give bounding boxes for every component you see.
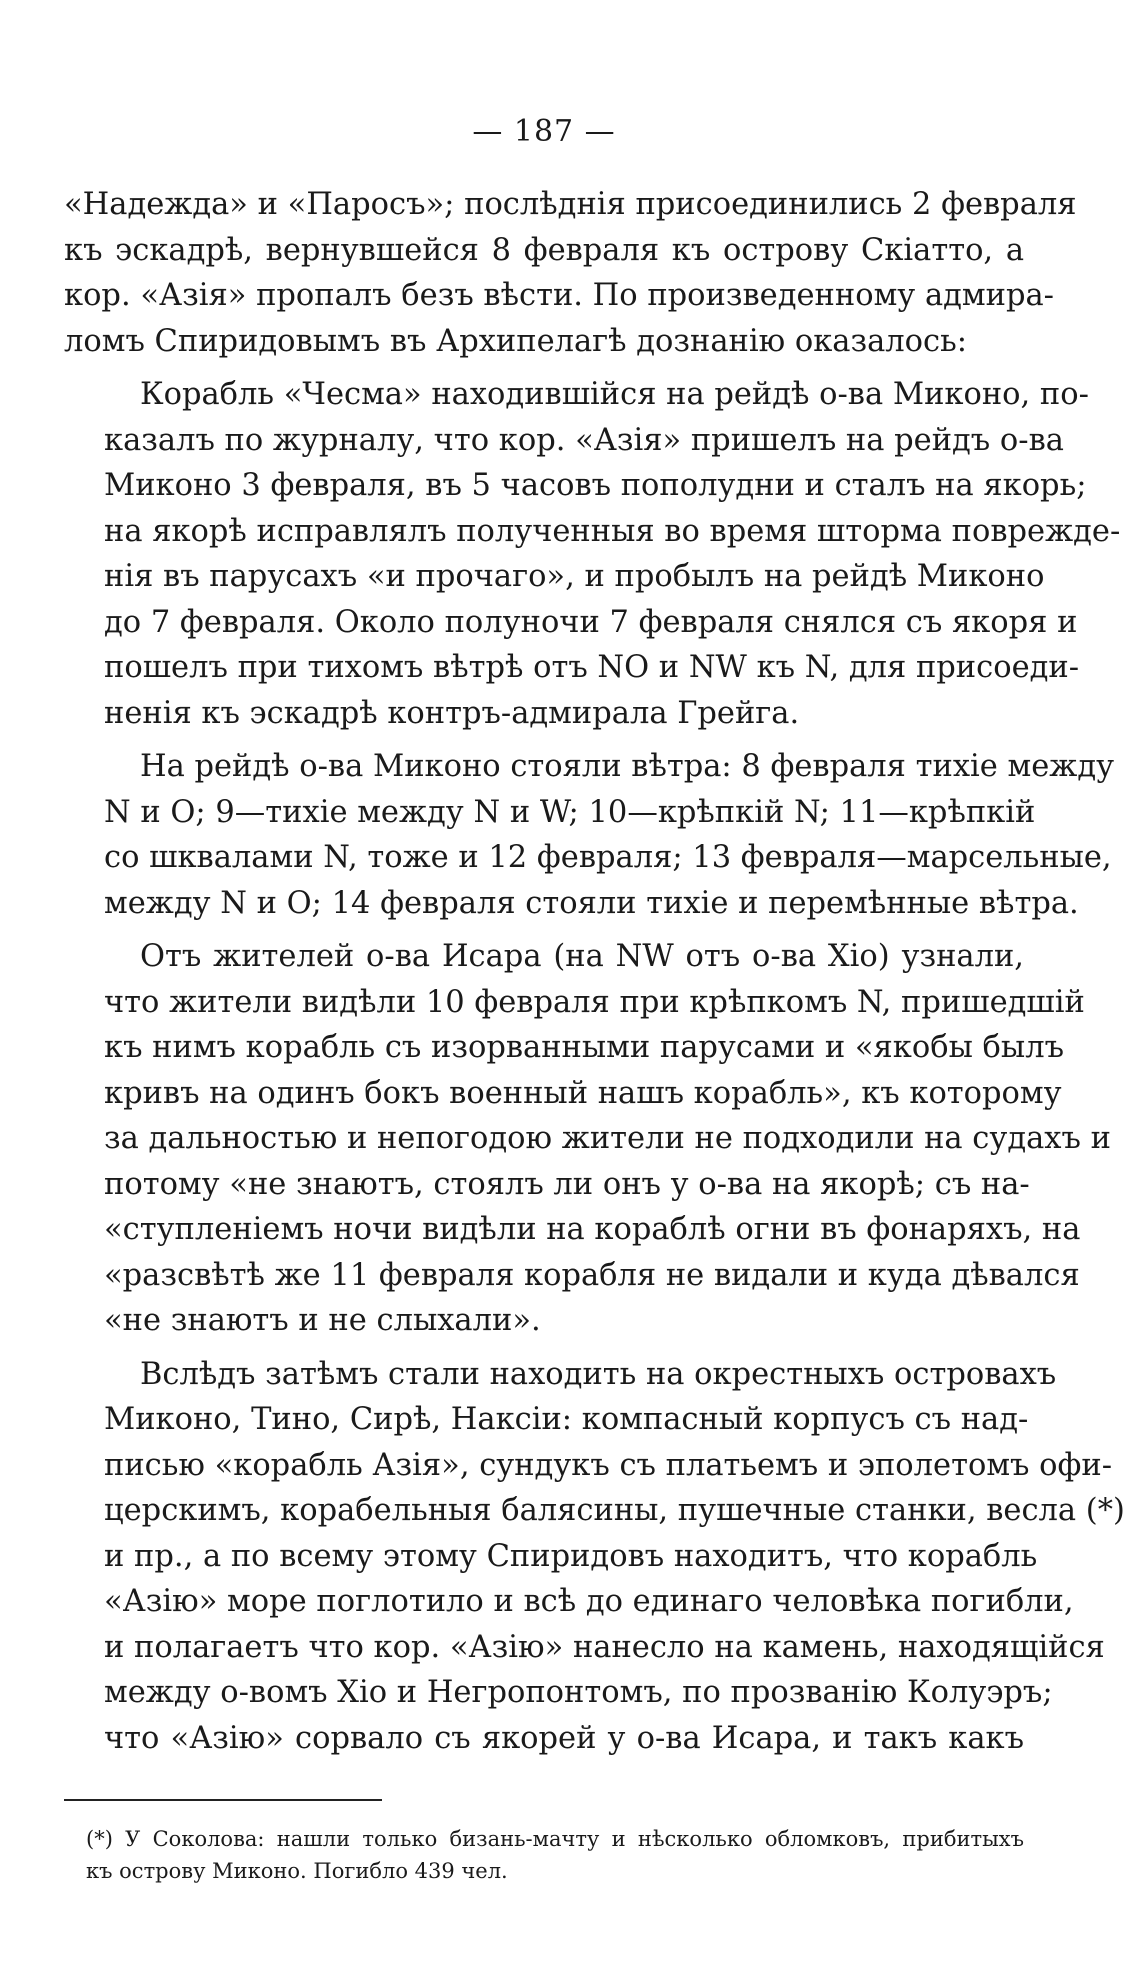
text-line: кор. «Азія» пропалъ безъ вѣсти. По произведенному адмира- [64, 278, 1054, 313]
text-line: до 7 февраля. Около полуночи 7 февраля снялся съ якоря и [104, 604, 1078, 640]
text-line: къ нимъ корабль съ изорванными парусами и «якобы былъ [104, 1030, 1064, 1065]
text-line: и пр., а по всему этому Спиридовъ находитъ, что корабль [104, 1538, 1038, 1574]
text-line: «Азію» море поглотило и всѣ до единаго человѣка погибли, [104, 1584, 1074, 1619]
paragraph-1 [64, 182, 1077, 364]
text-line: пошелъ при тихомъ вѣтрѣ отъ NO и NW къ N, для присоеди- [104, 650, 1080, 685]
text-line: «ступленіемъ ночи видѣли на кораблѣ огни въ фонаряхъ, на [104, 1212, 1081, 1247]
text-line: за дальностью и непогодою жители не подходили на судахъ и [104, 1121, 1111, 1156]
footnote [64, 1823, 1024, 1887]
paragraph-2 [64, 372, 1121, 736]
text-line: ненія къ эскадрѣ контръ-адмирала Грейга. [104, 695, 800, 731]
text-line: писью «корабль Азія», сундукъ съ платьемъ и эполетомъ офи- [104, 1447, 1113, 1483]
text-line: «Надежда» и «Паросъ»; послѣднія присоединились 2 февраля [64, 187, 1077, 222]
text-line: между N и O; 14 февраля стояли тихіе и перемѣнные вѣтра. [104, 885, 1079, 921]
paragraph-4 [64, 934, 1111, 1344]
paragraph-3 [64, 744, 1115, 926]
footnote-divider [64, 1799, 382, 1801]
text-line: церскимъ, корабельныя балясины, пушечные станки, весла (*) [104, 1493, 1125, 1528]
text-line: Отъ жителей о-ва Исара (на NW отъ о-ва Хіо) узнали, [140, 939, 1024, 974]
text-line: кривъ на одинъ бокъ военный нашъ корабль», къ которому [104, 1075, 1062, 1111]
text-line: N и O; 9—тихіе между N и W; 10—крѣпкій N; 11—крѣпкій [104, 794, 1036, 830]
text-line: къ эскадрѣ, вернувшейся 8 февраля къ острову Скіатто, а [64, 232, 1024, 268]
text-line: «не знаютъ и не слыхали». [104, 1303, 541, 1338]
text-line: на якорѣ исправлялъ полученныя во время шторма поврежде- [104, 513, 1121, 549]
text-line: нія въ парусахъ «и прочаго», и пробылъ на рейдѣ Миконо [104, 559, 1045, 594]
text-line: «разсвѣтѣ же 11 февраля корабля не видали и куда дѣвался [104, 1257, 1080, 1293]
footnote-line: къ острову Миконо. Погибло 439 чел. [86, 1859, 508, 1883]
paragraph-5 [64, 1352, 1125, 1762]
text-line: Вслѣдъ затѣмъ стали находить на окрестныхъ островахъ [140, 1356, 1057, 1392]
text-line: со шквалами N, тоже и 12 февраля; 13 февраля—марсельные, [104, 840, 1112, 875]
text-line: Миконо 3 февраля, въ 5 часовъ пополудни и сталъ на якорь; [104, 468, 1087, 503]
text-line: что жители видѣли 10 февраля при крѣпкомъ N, пришедшій [104, 984, 1085, 1020]
text-line: и полагаетъ что кор. «Азію» нанесло на камень, находящійся [104, 1629, 1105, 1665]
text-line: Корабль «Чесма» находившійся на рейдѣ о-ва Миконо, по- [140, 377, 1089, 412]
text-line: На рейдѣ о-ва Миконо стояли вѣтра: 8 февраля тихіе между [140, 749, 1115, 784]
text-line: Миконо, Тино, Сирѣ, Наксіи: компасный корпусъ съ над- [104, 1402, 1029, 1437]
text-line: казалъ по журналу, что кор. «Азія» пришелъ на рейдъ о-ва [104, 422, 1064, 458]
text-line: потому «не знаютъ, стоялъ ли онъ у о-ва на якорѣ; съ на- [104, 1166, 1030, 1202]
text-line: ломъ Спиридовымъ въ Архипелагѣ дознанію оказалось: [64, 323, 967, 359]
book-page [64, 112, 1125, 1887]
text-line: между о-вомъ Хіо и Негропонтомъ, по прозванію Колуэръ; [104, 1675, 1053, 1710]
page-number: — 187 — [472, 114, 616, 149]
footnote-line: (*) У Соколова: нашли только бизань-мачту и нѣсколько обломковъ, прибитыхъ [86, 1827, 1024, 1851]
text-line: что «Азію» сорвало съ якорей у о-ва Исара, и такъ какъ [104, 1720, 1024, 1756]
